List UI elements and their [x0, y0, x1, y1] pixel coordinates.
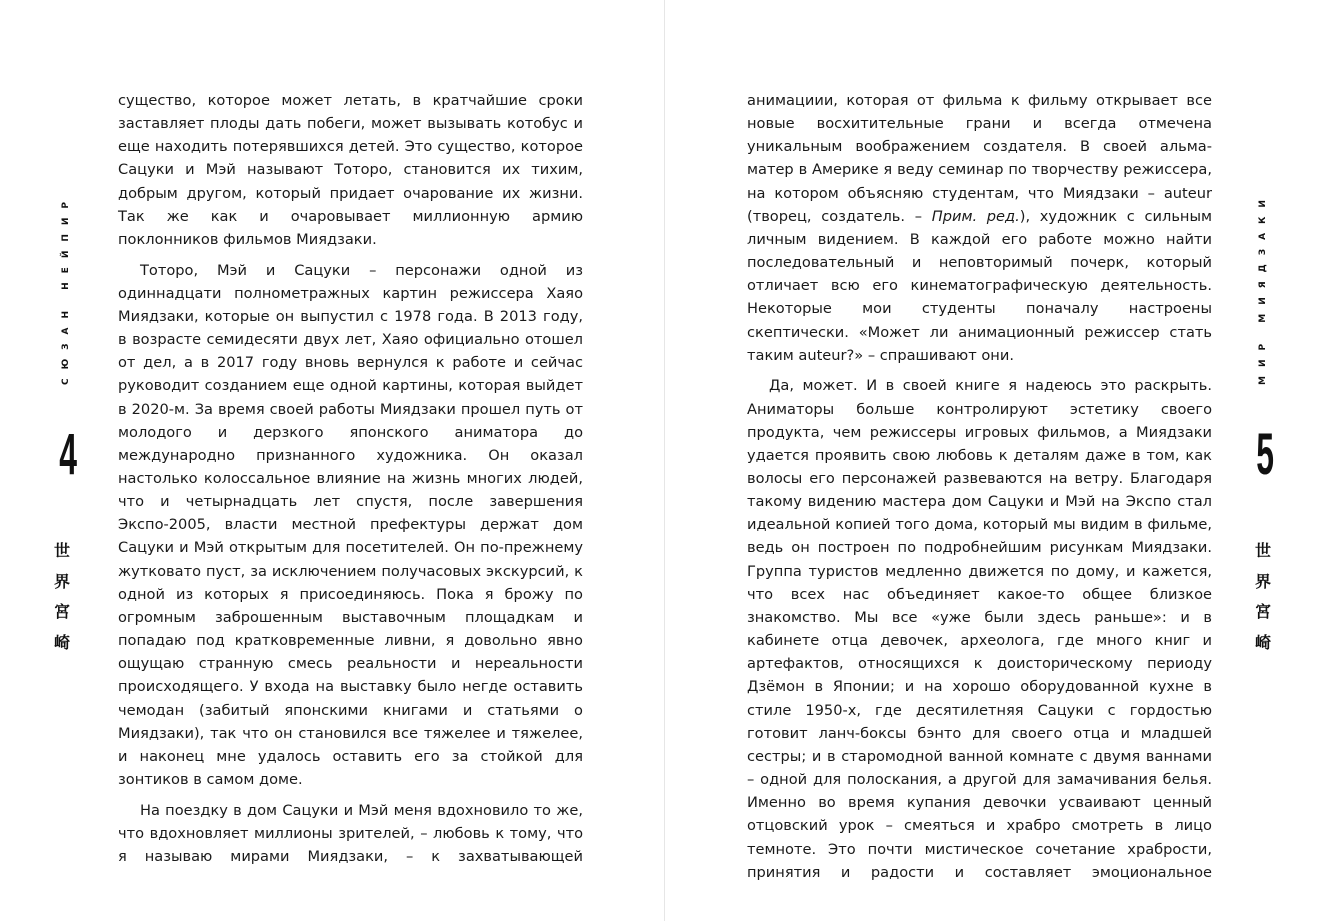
- kanji-vertical-left: [52, 536, 72, 658]
- kanji-char: 界: [53, 571, 70, 591]
- paragraph: [747, 89, 1212, 367]
- left-body-text: [118, 89, 583, 876]
- paragraph: На поездку в дом Сацуки и Мэй меня вдохновило то же, что вдохновляет миллионы зрителей, – любовь к тому, что я называю мирами Миядзаки, – к захватывающей: [118, 801, 583, 865]
- kanji-char: 世: [53, 541, 70, 560]
- kanji-char: 界: [1254, 571, 1271, 591]
- editor-note: Прим. ред.: [931, 207, 1020, 225]
- kanji-char: 宮: [1254, 602, 1271, 621]
- left-page: [0, 0, 664, 921]
- paragraph-text: анимациии, которая от фильма к фильму открывает все новые восхитительные грани и всегда отмечена уникальным воображением создателя. В своей альма-матер в Америке я веду семинар по творчеству режиссера, на котором объясняю студентам, что Миядзаки – auteur (творец, создатель. –: [747, 92, 1212, 225]
- kanji-vertical-right: [1253, 536, 1273, 658]
- paragraph: существо, которое может летать, в кратчайшие сроки заставляет плоды дать побеги, может вызывать котобус и еще находить потерявшихся детей. Это существо, которое Сацуки и Мэй называют Тоторо, становится их тихим, добрым другом, который придает очарование их жизни. Так же как и очаровывает миллионную армию поклонников фильмов Миядзаки.: [118, 92, 583, 248]
- page-number-right: 5: [1256, 422, 1275, 487]
- right-body-text: [747, 89, 1212, 891]
- running-header-author: СЮЗАН НЕЙПИР: [61, 192, 71, 386]
- paragraph: Тоторо, Мэй и Сацуки – персонажи одной из одиннадцати полнометражных картин режиссера Хаяо Миядзаки, которые он выпустил с 1978 года. В 2013 году, в возрасте семидесяти двух лет, Хаяо официально отошел от дел, а в 2017 году вновь вернулся к работе и сейчас руководит созданием еще одной картины, которая выйдет в 2020-м. За время своей работы Миядзаки прошел путь от молодого и дерзкого японского аниматора до международно признанного художника. Он оказал настолько колоссальное влияние на жизнь многих людей, что и четырнадцать лет спустя, после завершения Экспо-2005, власти местной префектуры держат дом Сацуки и Мэй открытым для посетителей. Он по-прежнему жутковато пуст, за исключением получасовых экскурсий, к одной из которых я присоединяюсь. Пока я брожу по огромным заброшенным выставочным площадкам и попадаю под кратковременные ливни, я довольно явно ощущаю странную смесь реальности и нереальности происходящего. У входа на выставку было негде оставить чемодан (забитый японскими книгами и статьями о Миядзаки), так что он становился все тяжелее и тяжелее, и наконец мне удалось оставить его за стойкой для зонтиков в самом доме.: [118, 261, 583, 789]
- right-page: [665, 0, 1330, 921]
- kanji-char: 崎: [53, 632, 70, 652]
- kanji-char: 崎: [1254, 632, 1271, 652]
- kanji-char: 宮: [53, 602, 70, 621]
- page-number-left: 4: [59, 422, 78, 487]
- paragraph: Да, может. И в своей книге я надеюсь это раскрыть. Аниматоры больше контролируют эстетику своего продукта, чем режиссеры игровых фильмов, а Миядзаки удается проявить свою любовь к деталям даже в том, как волосы его персонажей развеваются на ветру. Благодаря такому видению мастера дом Сацуки и Мэй на Экспо стал идеальной копией того дома, который мы видим в фильме, ведь он построен по подробнейшим рисункам Миядзаки. Группа туристов медленно движется по дому, и кажется, что всех нас объединяет какое-то общее близкое знакомство. Мы все «уже были здесь раньше»: и в кабинете отца девочек, археолога, где много книг и артефактов, относящихся к доисторическому периоду Дзёмон в Японии; и на хорошо оборудованной кухне в стиле 1950-х, где десятилетняя Сацуки с гордостью готовит ланч-боксы бэнто для своего отца и младшей сестры; и в старомодной ванной комнате с двумя ваннами – одной для полоскания, а другой для замачивания белья. Именно во время купания девочки усваивают ценный отцовский урок – смеяться и храбро смотреть в лицо темноте. Это почти мистическое сочетание храбрости, принятия и радости и составляет эмоциональное: [747, 377, 1212, 881]
- running-header-title: МИР МИЯДЗАКИ: [1258, 191, 1268, 385]
- paragraph-text: ), художник с сильным личным видением. В каждой его работе можно найти последовательный и неповторимый почерк, который отличает всю его кинематографическую деятельность. Некоторые мои студенты поначалу настроены скептически. «Может ли анимационный режиссер стать таким auteur?» – спрашивают они.: [747, 207, 1212, 364]
- kanji-char: 世: [1254, 541, 1271, 560]
